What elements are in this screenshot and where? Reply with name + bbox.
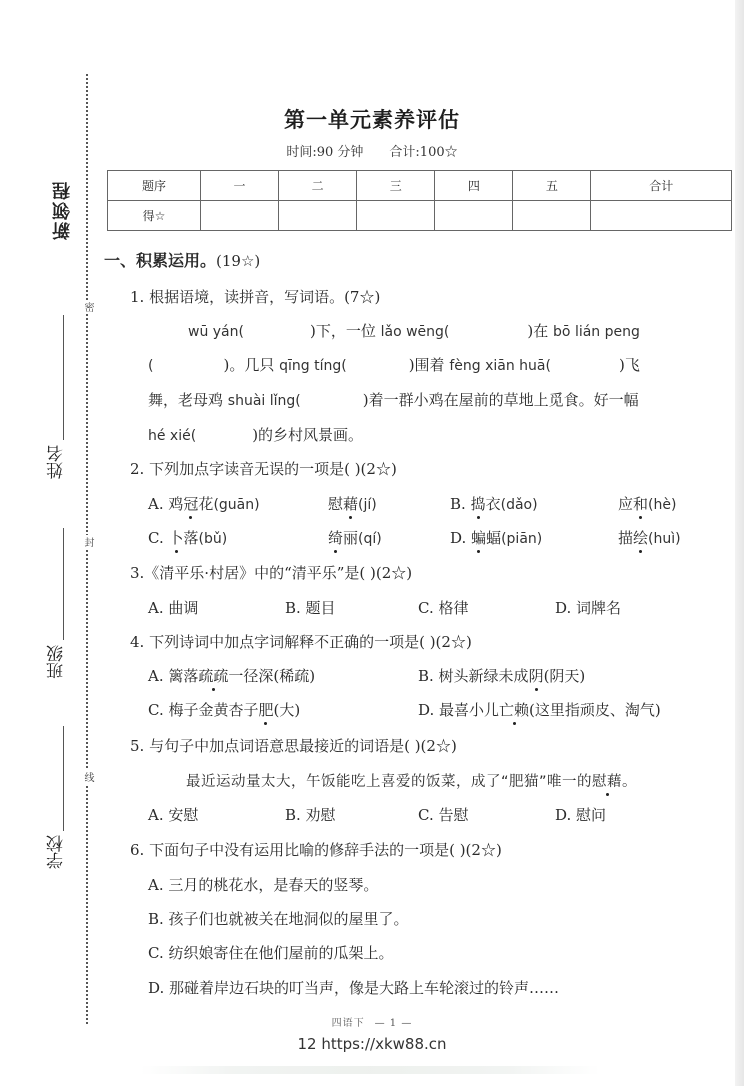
pinyin: (jí): [358, 497, 377, 513]
pinyin: wū yán(: [188, 324, 244, 340]
q1-line1: [188, 320, 640, 341]
pinyin: (huì): [648, 531, 681, 547]
score-cell[interactable]: [591, 201, 732, 231]
pinyin: lǎo wēng(: [380, 324, 450, 340]
dotted-char: 绘: [633, 529, 649, 547]
q4-option-a[interactable]: A. 篱落疏疏一径深(稀疏): [148, 667, 316, 685]
pinyin: shuài lǐng(: [227, 393, 301, 409]
q4-option-c[interactable]: C. 梅子金黄杏子肥(大): [148, 701, 301, 719]
text: )围着: [408, 356, 445, 374]
score-table: [107, 170, 732, 231]
header-cell: 二: [279, 171, 357, 201]
header-cell: 三: [357, 171, 435, 201]
q5-quote: 最近运动量太大，午饭能吃上喜爱的饭菜，成了“肥猫”唯一的慰藉。: [186, 774, 638, 790]
total-points: 合计:100☆: [389, 145, 458, 160]
header-cell: 题序: [108, 171, 201, 201]
q5-option-a[interactable]: A. 安慰: [148, 806, 199, 824]
option-label: C.: [148, 529, 164, 547]
q5-option-b[interactable]: B. 劝慰: [285, 806, 336, 824]
text: (: [148, 358, 154, 374]
q4-stem: 4. 下列诗词中加点字词解释不正确的一项是( )(2☆): [130, 633, 472, 651]
section-heading: [104, 248, 260, 271]
q3-option-b[interactable]: B. 题目: [285, 599, 336, 617]
text: )飞: [618, 356, 640, 374]
row-label: 得☆: [108, 201, 201, 231]
q1-stem: 1. 根据语境，读拼音，写词语。(7☆): [130, 288, 381, 306]
score-cell[interactable]: [279, 201, 357, 231]
score-cell[interactable]: [201, 201, 279, 231]
dotted-char: 藉: [343, 495, 359, 513]
name-field-label: 姓名: [47, 445, 67, 479]
option-label: A.: [148, 495, 164, 513]
pinyin: (bǔ): [198, 531, 228, 547]
exam-meta: [0, 141, 744, 160]
dotted-chars: 慰藉: [592, 774, 623, 790]
book-label: 四语下: [331, 1018, 365, 1029]
binding-mark-feng: 封: [82, 537, 93, 547]
pinyin: (qí): [358, 531, 382, 547]
q3-option-d[interactable]: D. 词牌名: [555, 599, 622, 617]
q5-option-c[interactable]: C. 告慰: [418, 806, 469, 824]
q1-line2: [148, 354, 640, 375]
dotted-char: 冠: [183, 495, 199, 513]
dotted-char: 和: [633, 495, 649, 513]
q2-option-a-word2: 慰藉(jí): [328, 495, 377, 513]
pinyin: qīng tíng(: [279, 358, 347, 374]
binding-mark-xian: 线: [82, 772, 93, 782]
page-number: — 1 —: [374, 1018, 413, 1029]
dotted-char: 阴: [528, 667, 544, 685]
pinyin: (guān): [213, 497, 260, 513]
score-table-header: [108, 171, 732, 201]
dotted-chars: 疏疏: [198, 667, 229, 685]
page-title: 第一单元素养评估: [284, 107, 460, 132]
dotted-char: 绮: [328, 529, 344, 547]
class-field[interactable]: [63, 528, 64, 640]
binding-mark-mi: 密: [82, 302, 93, 312]
text: )。几只: [223, 356, 275, 374]
dotted-chars: 亡赖: [499, 701, 530, 719]
score-cell[interactable]: [435, 201, 513, 231]
pinyin: (dǎo): [500, 497, 538, 513]
scan-smudge: [140, 1066, 600, 1074]
pinyin: (hè): [648, 497, 677, 513]
text: )下，一位: [309, 322, 376, 340]
section-points: (19☆): [216, 252, 261, 270]
q2-option-c[interactable]: C. 卜落(bǔ): [148, 529, 228, 547]
dotted-char: 捣: [470, 495, 486, 513]
section-title: 一、积累运用。: [104, 251, 217, 270]
header-cell: 四: [435, 171, 513, 201]
time-limit: 时间:90 分钟: [286, 145, 364, 160]
q2-option-b-word2: 应和(hè): [618, 495, 677, 513]
score-cell[interactable]: [513, 201, 591, 231]
binding-dotted-line: [86, 74, 88, 1024]
q2-option-d-word2: 描绘(huì): [618, 529, 681, 547]
q2-stem: 2. 下列加点字读音无误的一项是( )(2☆): [130, 460, 397, 478]
text: 舞，老母鸡: [148, 391, 224, 409]
dotted-char: 蝙: [471, 529, 487, 547]
text: )的乡村风景画。: [252, 426, 364, 444]
q3-option-a[interactable]: A. 曲调: [148, 599, 199, 617]
score-cell[interactable]: [357, 201, 435, 231]
page-footer: [0, 1014, 744, 1029]
page-edge-shadow: [735, 0, 744, 1086]
q2-option-a[interactable]: A. 鸡冠花(guān): [148, 495, 260, 513]
publisher-brand: 新领程: [52, 180, 73, 240]
score-table-row: [108, 201, 732, 231]
header-cell: 一: [201, 171, 279, 201]
q4-option-b[interactable]: B. 树头新绿未成阴(阴天): [418, 667, 586, 685]
q5-stem: 5. 与句子中加点词语意思最接近的词语是( )(2☆): [130, 737, 457, 755]
q6-option-a[interactable]: A. 三月的桃花水，是春天的竖琴。: [148, 876, 379, 894]
pinyin: (piān): [501, 531, 543, 547]
q6-option-b[interactable]: B. 孩子们也就被关在地洞似的屋里了。: [148, 910, 409, 928]
option-label: B.: [450, 495, 466, 513]
pinyin: fèng xiān huā(: [449, 358, 551, 374]
pinyin: hé xié(: [148, 428, 197, 444]
pinyin: bō lián peng: [553, 324, 640, 340]
q3-stem: 3.《清平乐·村居》中的“清平乐”是( )(2☆): [130, 564, 413, 582]
q2-option-b[interactable]: B. 捣衣(dǎo): [450, 495, 538, 513]
q1-line3: [148, 389, 639, 410]
q2-option-c-word2: 绮丽(qí): [328, 529, 382, 547]
name-field[interactable]: [63, 315, 64, 440]
q4-option-d[interactable]: D. 最喜小儿亡赖(这里指顽皮、淘气): [418, 701, 661, 719]
header-cell: 五: [513, 171, 591, 201]
header-cell: 合计: [591, 171, 732, 201]
q6-option-d[interactable]: D. 那碰着岸边石块的叮当声，像是大路上车轮滚过的铃声……: [148, 979, 560, 997]
watermark: 12 https://xkw88.cn: [297, 1035, 447, 1053]
q6-stem: 6. 下面句子中没有运用比喻的修辞手法的一项是( )(2☆): [130, 841, 502, 859]
text: )在: [527, 322, 549, 340]
q5-option-d[interactable]: D. 慰问: [555, 806, 607, 824]
option-label: D.: [450, 529, 467, 547]
q1-line4: [148, 424, 363, 445]
q2-option-d[interactable]: D. 蝙蝠(piān): [450, 529, 543, 547]
dotted-char: 肥: [258, 701, 274, 719]
q3-option-c[interactable]: C. 格律: [418, 599, 469, 617]
school-field-label: 学校: [47, 835, 67, 869]
text: )着一群小鸡在屋前的草地上觅食。好一幅: [362, 391, 639, 409]
school-field[interactable]: [63, 726, 64, 831]
class-field-label: 班级: [47, 645, 67, 679]
q6-option-c[interactable]: C. 纺织娘寄住在他们屋前的瓜架上。: [148, 944, 394, 962]
dotted-char: 卜: [168, 529, 184, 547]
